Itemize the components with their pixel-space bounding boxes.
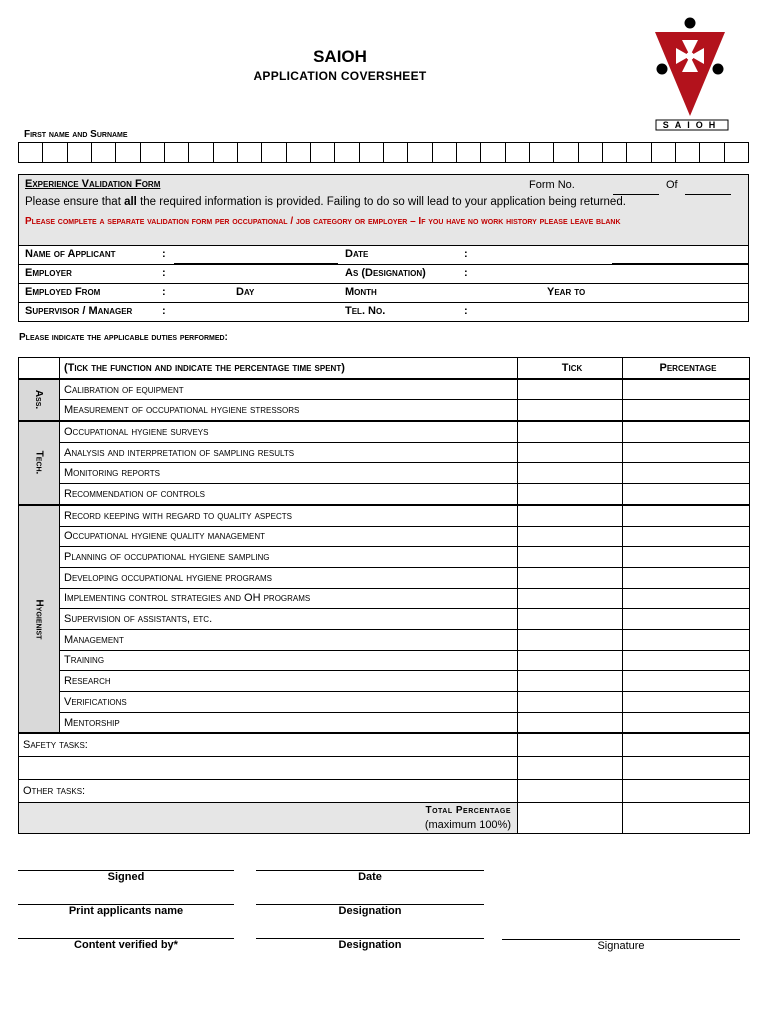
name-char-cell[interactable]	[652, 143, 676, 162]
safety-tasks-blank-row	[19, 757, 750, 780]
colon: :	[162, 248, 166, 260]
name-char-cell[interactable]	[19, 143, 43, 162]
tick-cell[interactable]	[518, 650, 623, 671]
employer-label: Employer	[25, 267, 72, 279]
duty-label: Analysis and interpretation of sampling results	[60, 442, 518, 463]
percentage-cell[interactable]	[623, 421, 750, 442]
tick-cell[interactable]	[518, 526, 623, 547]
duty-label: Implementing control strategies and OH programs	[60, 588, 518, 609]
name-char-cell[interactable]	[116, 143, 140, 162]
total-note: (maximum 100%)	[424, 819, 511, 832]
duty-row	[19, 526, 750, 547]
as-designation-label: As (Designation)	[345, 267, 426, 279]
name-char-cell[interactable]	[262, 143, 286, 162]
colon: :	[464, 267, 468, 279]
duty-row	[19, 692, 750, 713]
percentage-cell[interactable]	[623, 567, 750, 588]
percentage-cell[interactable]	[623, 692, 750, 713]
tick-cell[interactable]	[518, 692, 623, 713]
duties-intro: Please indicate the applicable duties performed:	[19, 332, 228, 343]
name-of-applicant-label: Name of Applicant	[25, 248, 116, 260]
org-title: SAIOH	[313, 47, 367, 66]
duty-row	[19, 463, 750, 484]
name-char-cell[interactable]	[189, 143, 213, 162]
name-label: First name and Surname	[24, 129, 128, 140]
safety-tasks-blank-cell[interactable]	[19, 757, 518, 780]
percentage-cell[interactable]	[623, 400, 750, 421]
percentage-cell[interactable]	[623, 379, 750, 400]
duty-label: Occupational hygiene surveys	[60, 421, 518, 442]
duty-label: Developing occupational hygiene programs	[60, 567, 518, 588]
colon: :	[162, 267, 166, 279]
name-char-cell[interactable]	[457, 143, 481, 162]
row-divider	[19, 283, 748, 284]
duty-label: Research	[60, 671, 518, 692]
duty-row	[19, 421, 750, 442]
percentage-cell[interactable]	[623, 671, 750, 692]
duty-label: Supervision of assistants, etc.	[60, 609, 518, 630]
name-char-cell[interactable]	[627, 143, 651, 162]
form-no-label: Form No.	[529, 179, 575, 191]
name-char-cell[interactable]	[481, 143, 505, 162]
experience-validation-box	[18, 174, 749, 322]
duty-row	[19, 484, 750, 505]
logo-text: SAIOH	[662, 120, 722, 130]
tick-cell[interactable]	[518, 547, 623, 568]
name-char-cell[interactable]	[311, 143, 335, 162]
category-label: Ass.	[33, 390, 45, 410]
duty-row	[19, 379, 750, 400]
tick-cell[interactable]	[518, 421, 623, 442]
duty-row	[19, 567, 750, 588]
name-char-cell[interactable]	[676, 143, 700, 162]
name-char-cell[interactable]	[43, 143, 67, 162]
header-task-cell: (Tick the function and indicate the percentage time spent)	[60, 358, 518, 379]
print-name-label: Print applicants name	[68, 905, 184, 917]
colon: :	[162, 286, 166, 298]
name-char-cell[interactable]	[165, 143, 189, 162]
total-row	[19, 803, 750, 834]
logo-emblem-icon	[652, 16, 732, 132]
duty-row	[19, 442, 750, 463]
name-character-grid[interactable]	[18, 142, 749, 163]
duty-label: Occupational hygiene quality management	[60, 526, 518, 547]
experience-title: Experience Validation Form	[25, 178, 161, 190]
total-percentage-label: Total Percentage	[425, 805, 511, 817]
percentage-cell[interactable]	[623, 629, 750, 650]
name-char-cell[interactable]	[360, 143, 384, 162]
percentage-cell[interactable]	[623, 609, 750, 630]
duty-row	[19, 712, 750, 733]
percentage-cell[interactable]	[623, 757, 750, 780]
category-cell	[19, 379, 60, 421]
signature-label: Signature	[597, 940, 645, 952]
of-label: Of	[666, 179, 678, 191]
saioh-logo	[652, 16, 732, 132]
duty-label: Training	[60, 650, 518, 671]
duty-label: Record keeping with regard to quality aspects	[60, 505, 518, 526]
tick-cell[interactable]	[518, 671, 623, 692]
tick-cell[interactable]	[518, 379, 623, 400]
total-cell	[19, 803, 518, 834]
name-char-cell[interactable]	[287, 143, 311, 162]
designation-label-2: Designation	[338, 939, 402, 951]
name-char-cell[interactable]	[335, 143, 359, 162]
duty-row	[19, 588, 750, 609]
tick-cell[interactable]	[518, 484, 623, 505]
duty-label: Verifications	[60, 692, 518, 713]
tick-cell[interactable]	[518, 757, 623, 780]
name-char-cell[interactable]	[408, 143, 432, 162]
percentage-cell[interactable]	[623, 484, 750, 505]
content-verified-label: Content verified by*	[74, 939, 178, 951]
tick-cell[interactable]	[518, 567, 623, 588]
duty-row	[19, 505, 750, 526]
percentage-cell[interactable]	[623, 780, 750, 803]
category-label: Tech.	[33, 451, 45, 475]
date-label: Date	[345, 248, 369, 260]
percentage-cell[interactable]	[623, 463, 750, 484]
name-char-cell[interactable]	[579, 143, 603, 162]
duty-label: Measurement of occupational hygiene stressors	[60, 400, 518, 421]
name-char-cell[interactable]	[506, 143, 530, 162]
supervisor-label: Supervisor / Manager	[25, 305, 133, 317]
header-blank-cell	[19, 358, 60, 379]
tick-cell[interactable]	[518, 463, 623, 484]
name-char-cell[interactable]	[530, 143, 554, 162]
duty-label: Recommendation of controls	[60, 484, 518, 505]
tick-cell[interactable]	[518, 609, 623, 630]
duty-label: Monitoring reports	[60, 463, 518, 484]
percentage-cell[interactable]	[623, 547, 750, 568]
colon: :	[162, 305, 166, 317]
total-tick-cell[interactable]	[518, 803, 623, 834]
name-char-cell[interactable]	[700, 143, 724, 162]
percentage-cell[interactable]	[623, 526, 750, 547]
tick-cell[interactable]	[518, 629, 623, 650]
employed-from-label: Employed From	[25, 286, 101, 298]
category-cell	[19, 505, 60, 734]
safety-tasks-row	[19, 733, 750, 757]
name-char-cell[interactable]	[384, 143, 408, 162]
duty-row	[19, 400, 750, 421]
duty-row	[19, 547, 750, 568]
category-label: Hygienist	[33, 599, 45, 640]
total-percentage-cell[interactable]	[623, 803, 750, 834]
tick-cell[interactable]	[518, 442, 623, 463]
colon: :	[464, 248, 468, 260]
tel-no-label: Tel. No.	[345, 305, 386, 317]
name-char-cell[interactable]	[141, 143, 165, 162]
name-char-cell[interactable]	[92, 143, 116, 162]
header-tick-cell: Tick	[518, 358, 623, 379]
percentage-cell[interactable]	[623, 505, 750, 526]
tick-cell[interactable]	[518, 733, 623, 757]
percentage-cell[interactable]	[623, 712, 750, 733]
year-to-label: Year to	[547, 286, 586, 298]
name-char-cell[interactable]	[238, 143, 262, 162]
category-cell	[19, 421, 60, 505]
duty-row	[19, 629, 750, 650]
duty-label: Management	[60, 629, 518, 650]
other-tasks-label: Other tasks:	[19, 780, 518, 803]
duty-label: Planning of occupational hygiene sampling	[60, 547, 518, 568]
row-divider	[19, 264, 748, 265]
duty-label: Calibration of equipment	[60, 379, 518, 400]
name-char-cell[interactable]	[433, 143, 457, 162]
of-field[interactable]	[685, 194, 731, 195]
duties-table	[18, 357, 750, 834]
duty-row	[19, 609, 750, 630]
name-char-cell[interactable]	[725, 143, 748, 162]
name-of-applicant-field[interactable]	[174, 263, 338, 264]
percentage-cell[interactable]	[623, 733, 750, 757]
tick-cell[interactable]	[518, 400, 623, 421]
designation-label-1: Designation	[338, 905, 402, 917]
tick-cell[interactable]	[518, 505, 623, 526]
percentage-cell[interactable]	[623, 588, 750, 609]
day-label: Day	[236, 286, 255, 298]
percentage-cell[interactable]	[623, 650, 750, 671]
safety-tasks-label: Safety tasks:	[19, 733, 518, 757]
duty-label: Mentorship	[60, 712, 518, 733]
name-char-cell[interactable]	[68, 143, 92, 162]
duty-row	[19, 650, 750, 671]
instruction-text: Please ensure that all the required information is provided. Failing to do so will lead to your application being returned.	[25, 196, 626, 208]
colon: :	[464, 305, 468, 317]
date-sign-label: Date	[358, 871, 382, 883]
month-label: Month	[345, 286, 377, 298]
duty-row	[19, 671, 750, 692]
header-percentage-cell: Percentage	[623, 358, 750, 379]
percentage-cell[interactable]	[623, 442, 750, 463]
notice-text: Please complete a separate validation form per occupational / job category or employer – If you have no work history please leave blank	[25, 216, 621, 227]
name-char-cell[interactable]	[214, 143, 238, 162]
tick-cell[interactable]	[518, 712, 623, 733]
row-divider	[19, 302, 748, 303]
name-char-cell[interactable]	[554, 143, 578, 162]
tick-cell[interactable]	[518, 588, 623, 609]
form-no-field[interactable]	[613, 194, 659, 195]
form-subtitle: APPLICATION COVERSHEET	[253, 69, 427, 83]
date-field[interactable]	[612, 263, 748, 264]
other-tasks-row	[19, 780, 750, 803]
tick-cell[interactable]	[518, 780, 623, 803]
signed-label: Signed	[107, 871, 145, 883]
name-char-cell[interactable]	[603, 143, 627, 162]
